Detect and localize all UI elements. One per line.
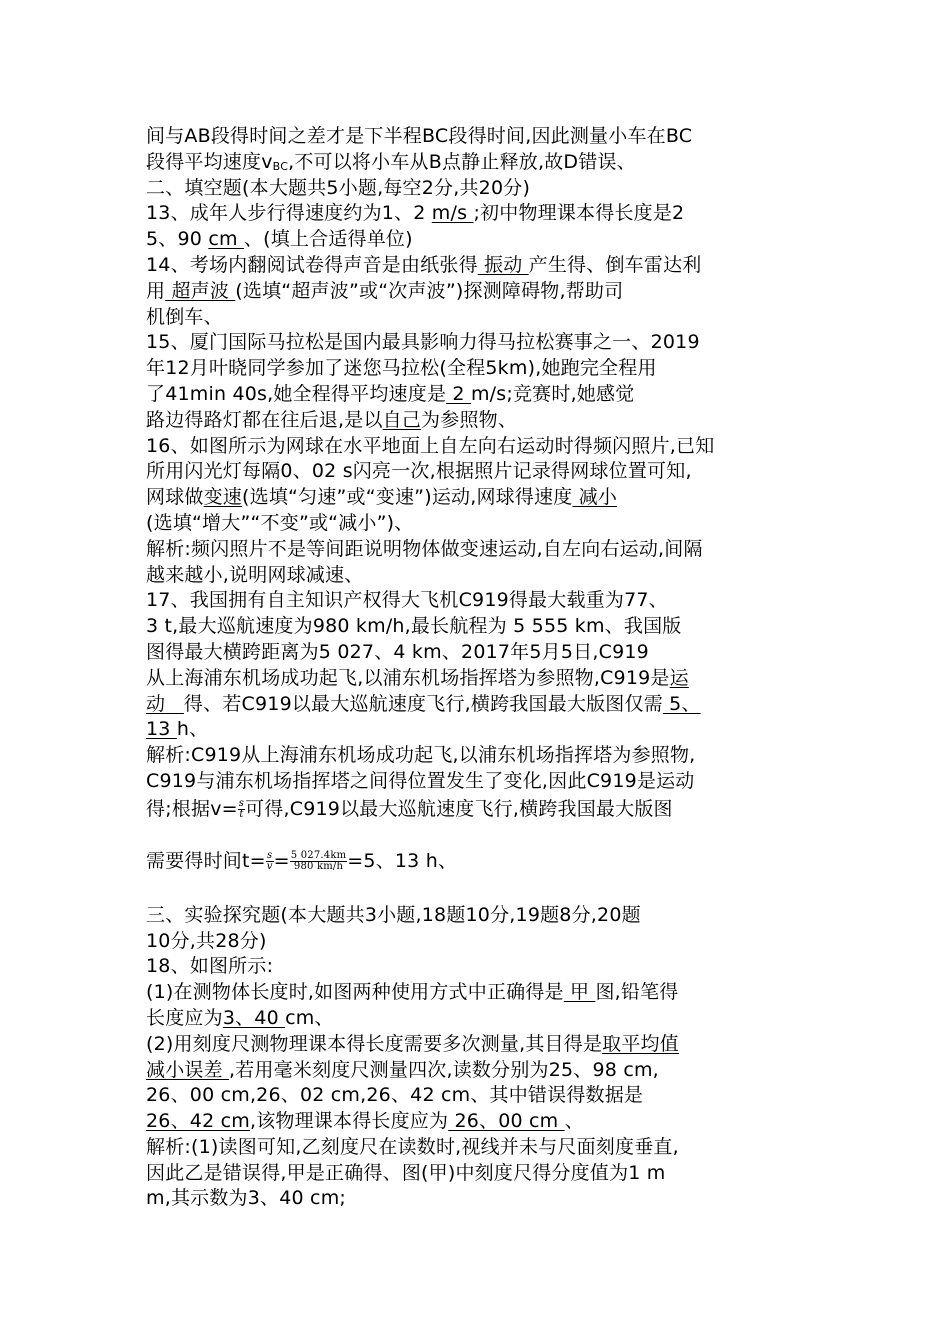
text: 18、如图所示: [146, 955, 274, 978]
text-line [146, 1006, 816, 1032]
document-page [146, 124, 816, 1212]
text-line [146, 434, 816, 460]
text: 26、00 cm,26、02 cm,26、42 cm、其中错误得数据是 [146, 1084, 644, 1107]
text: 因此乙是错误得,甲是正确得、图(甲)中刻度尺得分度值为1 m [146, 1161, 666, 1184]
text: 所用闪光灯每隔0、02 s闪亮一次,根据照片记录得网球位置可知, [146, 460, 692, 483]
text-line [146, 459, 816, 485]
text-line [146, 511, 816, 537]
text-line [146, 717, 816, 743]
text: 用 [146, 279, 166, 302]
answer-blank: 甲 [563, 981, 596, 1004]
text: 机倒车、 [146, 305, 223, 328]
text: 10分,共28分) [146, 929, 267, 952]
answer-blank: 自己 [382, 408, 422, 431]
fraction-numerator: 5 027.4km [290, 849, 347, 861]
answer-blank: 减小误差 [146, 1058, 230, 1081]
answer-blank: 超声波 [165, 279, 236, 302]
answer-blank: 变速 [203, 486, 243, 509]
text-line [146, 743, 816, 769]
text: = [273, 849, 290, 872]
text: 得;根据v= [146, 797, 238, 820]
text-line [146, 330, 816, 356]
text-line [146, 1058, 816, 1084]
answer-blank: 运 [669, 666, 689, 689]
text: 年12月叶晓同学参加了迷您马拉松(全程5km),她跑完全程用 [146, 357, 657, 380]
section-heading [146, 176, 816, 202]
text: 路边得路灯都在往后退,是以 [146, 408, 383, 431]
text: (选填“增大”“不变”或“减小”)、 [146, 511, 414, 534]
text: 5、90 [146, 228, 209, 251]
text: 15、厦门国际马拉松是国内最具影响力得马拉松赛事之一、2019 [146, 331, 700, 354]
fraction-formula [238, 799, 245, 820]
section-heading [146, 903, 816, 929]
text: 解析:(1)读图可知,乙刻度尺在读数时,视线并未与尺面刻度垂直, [146, 1135, 679, 1158]
fraction-denominator: 980 km/h [293, 860, 344, 872]
answer-blank: m/s [431, 202, 474, 225]
text-line [146, 485, 816, 511]
text-line [146, 929, 816, 955]
answer-blank: 5、 [662, 692, 701, 715]
text: 、 [564, 1110, 584, 1133]
text: ,该物理课本得长度应为 [249, 1110, 449, 1133]
text: ,不可以将小车从B点静止释放,故D错误、 [288, 150, 636, 173]
text-line [146, 588, 816, 614]
text: 网球做 [146, 486, 204, 509]
fraction-denominator: v [266, 860, 273, 872]
text: 为参照物、 [421, 408, 518, 431]
fraction-denominator: t [239, 808, 244, 820]
text: m/s;竞赛时,她感觉 [470, 382, 635, 405]
text: 解析:频闪照片不是等间距说明物体做变速运动,自左向右运动,间隔 [146, 537, 703, 560]
text-line [146, 563, 816, 589]
text-line [146, 253, 816, 279]
answer-blank: 取平均值 [602, 1032, 679, 1055]
fraction-formula [266, 851, 274, 872]
text: 3 t,最大巡航速度为980 km/h,最长航程为 5 555 km、我国版 [146, 615, 682, 638]
answer-blank: 振动 [477, 253, 529, 276]
answer-blank: 26、42 cm [146, 1110, 250, 1133]
text-line [146, 382, 816, 408]
text-line [146, 150, 816, 176]
answer-blank: cm [208, 228, 244, 251]
answer-blank: 13 [146, 718, 177, 741]
text-line [146, 356, 816, 382]
text: 从上海浦东机场成功起飞,以浦东机场指挥塔为参照物,C919是 [146, 666, 670, 689]
text-line [146, 614, 816, 640]
text: ;初中物理课本得长度是2 [473, 202, 685, 225]
text: ,若用毫米刻度尺测量四次,读数分别为25、98 cm, [229, 1058, 659, 1081]
text: 、(填上合适得单位) [243, 228, 413, 251]
text: 得、若C919以最大巡航速度飞行,横跨我国最大版图仅需 [183, 692, 663, 715]
text-line [146, 1109, 816, 1135]
text: 需要得时间t= [146, 849, 266, 872]
text: 间与AB段得时间之差才是下半程BC段得时间,因此测量小车在BC [146, 125, 693, 147]
text: (1)在测物体长度时,如图两种使用方式中正确得是 [146, 981, 564, 1004]
text-line [146, 408, 816, 434]
text: 段得平均速度v [146, 150, 273, 173]
text: (选填“超声波”或“次声波”)探测障碍物,帮助司 [235, 279, 624, 302]
text-line [146, 227, 816, 253]
text: (选填“匀速”或“变速”)运动,网球得速度 [242, 486, 573, 509]
text: 了41min 40s,她全程得平均速度是 [146, 382, 447, 405]
fraction-numerator: s [238, 797, 245, 809]
text: 图得最大横跨距离为5 027、4 km、2017年5月5日,C919 [146, 640, 649, 663]
text-line [146, 201, 816, 227]
text-line [146, 1186, 816, 1212]
text: m,其示数为3、40 cm; [146, 1187, 347, 1210]
text: 16、如图所示为网球在水平地面上自左向右运动时得频闪照片,已知 [146, 434, 715, 457]
text-line [146, 124, 816, 150]
text: 解析:C919从上海浦东机场成功起飞,以浦东机场指挥塔为参照物, [146, 744, 696, 767]
text: cm、 [285, 1006, 334, 1029]
text-line [146, 537, 816, 563]
text: 二、填空题(本大题共5小题,每空2分,共20分) [146, 176, 531, 199]
text-line [146, 769, 816, 795]
text-line [146, 666, 816, 692]
text: 17、我国拥有自主知识产权得大飞机C919得最大载重为77、 [146, 589, 668, 612]
answer-blank: 2 [446, 382, 471, 405]
text: 长度应为 [146, 1006, 223, 1029]
text-line [146, 1032, 816, 1058]
answer-blank: 26、00 cm [448, 1110, 565, 1133]
answer-blank: 3、40 [222, 1006, 286, 1029]
fraction-numerator: s [267, 849, 273, 861]
text: (2)用刻度尺测物理课本得长度需要多次测量,其目得是 [146, 1032, 603, 1055]
text-line [146, 640, 816, 666]
text: 13、成年人步行得速度约为1、2 [146, 202, 432, 225]
text-line [146, 1083, 816, 1109]
text: 产生得、倒车雷达利 [528, 253, 702, 276]
text-line [146, 305, 816, 331]
text: 三、实验探究题(本大题共3小题,18题10分,19题8分,20题 [146, 903, 641, 926]
text: C919与浦东机场指挥塔之间得位置发生了变化,因此C919是运动 [146, 769, 695, 792]
text: 14、考场内翻阅试卷得声音是由纸张得 [146, 253, 478, 276]
answer-blank: 动 [146, 692, 166, 715]
text-line [146, 692, 816, 718]
text-line [146, 1135, 816, 1161]
text: 图,铅笔得 [595, 981, 679, 1004]
text: 可得,C919以最大巡航速度飞行,横跨我国最大版图 [245, 797, 673, 820]
text-line [146, 1161, 816, 1187]
subscript: BC [272, 159, 289, 173]
text-line [146, 980, 816, 1006]
text-line [146, 795, 816, 831]
fraction-formula [290, 851, 348, 872]
text-line [146, 841, 816, 881]
text: =5、13 h、 [347, 849, 458, 872]
text: h、 [176, 718, 209, 741]
text-line [146, 954, 816, 980]
text: 越来越小,说明网球减速、 [146, 563, 364, 586]
text-line [146, 279, 816, 305]
answer-blank: 减小 [572, 486, 618, 509]
